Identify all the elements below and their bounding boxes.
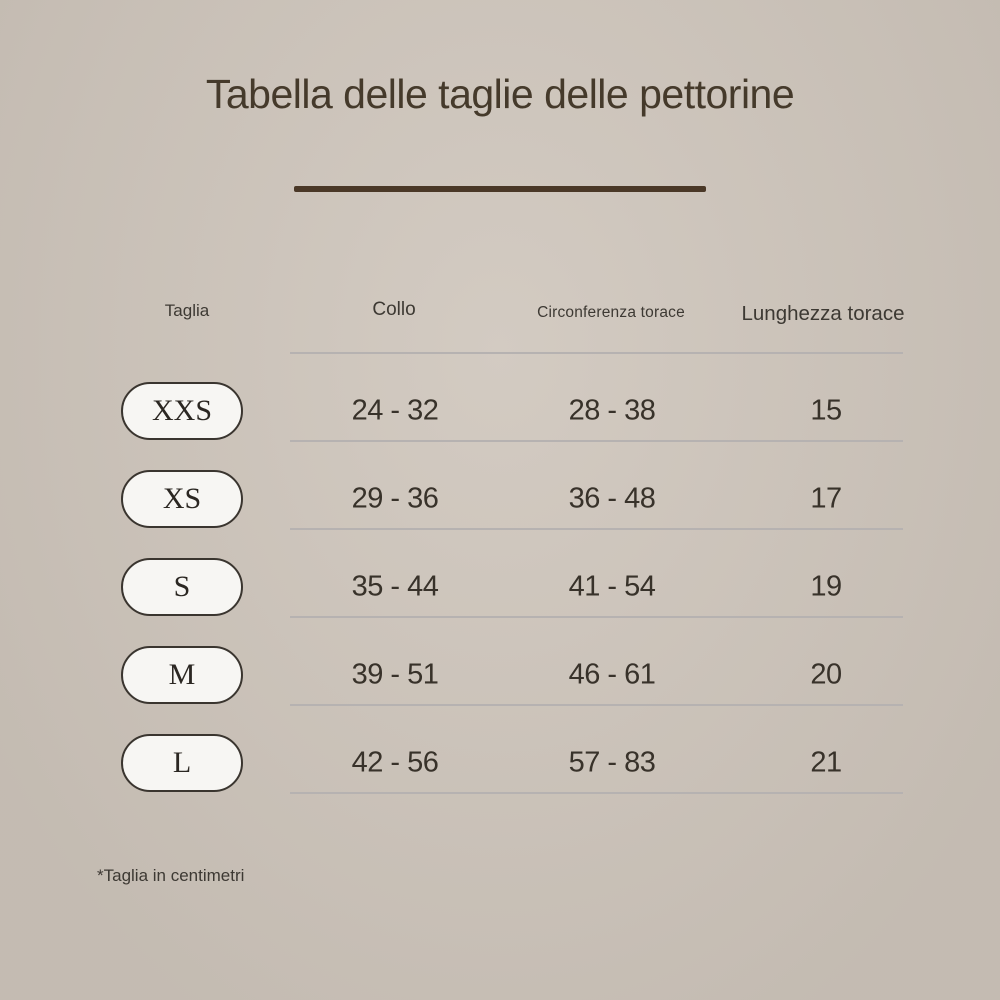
cell-collo: 35 - 44: [351, 570, 439, 603]
cell-collo: 42 - 56: [351, 746, 439, 779]
table-row-m: [0, 618, 1000, 706]
cell-circonferenza-torace: 46 - 61: [568, 658, 656, 691]
size-table-body: [0, 354, 1000, 794]
cell-collo: 24 - 32: [351, 394, 439, 427]
cell-circonferenza-torace: 28 - 38: [568, 394, 656, 427]
column-header-circonferenza-torace: Circonferenza torace: [537, 304, 685, 321]
cell-lunghezza-torace: 21: [810, 746, 842, 779]
cell-lunghezza-torace: 20: [810, 658, 842, 691]
table-row-s: [0, 530, 1000, 618]
cell-lunghezza-torace: 19: [810, 570, 842, 603]
title-divider: [294, 186, 706, 192]
page-title: Tabella delle taglie delle pettorine: [205, 71, 795, 117]
size-badge: L: [121, 734, 243, 792]
table-row-xxs: [0, 354, 1000, 442]
table-row-l: [0, 706, 1000, 794]
cell-lunghezza-torace: 15: [810, 394, 842, 427]
cell-circonferenza-torace: 57 - 83: [568, 746, 656, 779]
column-header-lunghezza-torace: Lunghezza torace: [741, 302, 905, 325]
cell-lunghezza-torace: 17: [810, 482, 842, 515]
column-header-collo: Collo: [372, 299, 416, 320]
size-badge: XS: [121, 470, 243, 528]
column-header-taglia: Taglia: [164, 301, 210, 320]
cell-circonferenza-torace: 36 - 48: [568, 482, 656, 515]
size-badge: M: [121, 646, 243, 704]
size-badge: S: [121, 558, 243, 616]
cell-circonferenza-torace: 41 - 54: [568, 570, 656, 603]
cell-collo: 39 - 51: [351, 658, 439, 691]
size-badge: XXS: [121, 382, 243, 440]
table-row-xs: [0, 442, 1000, 530]
cell-collo: 29 - 36: [351, 482, 439, 515]
footnote: *Taglia in centimetri: [97, 866, 245, 885]
